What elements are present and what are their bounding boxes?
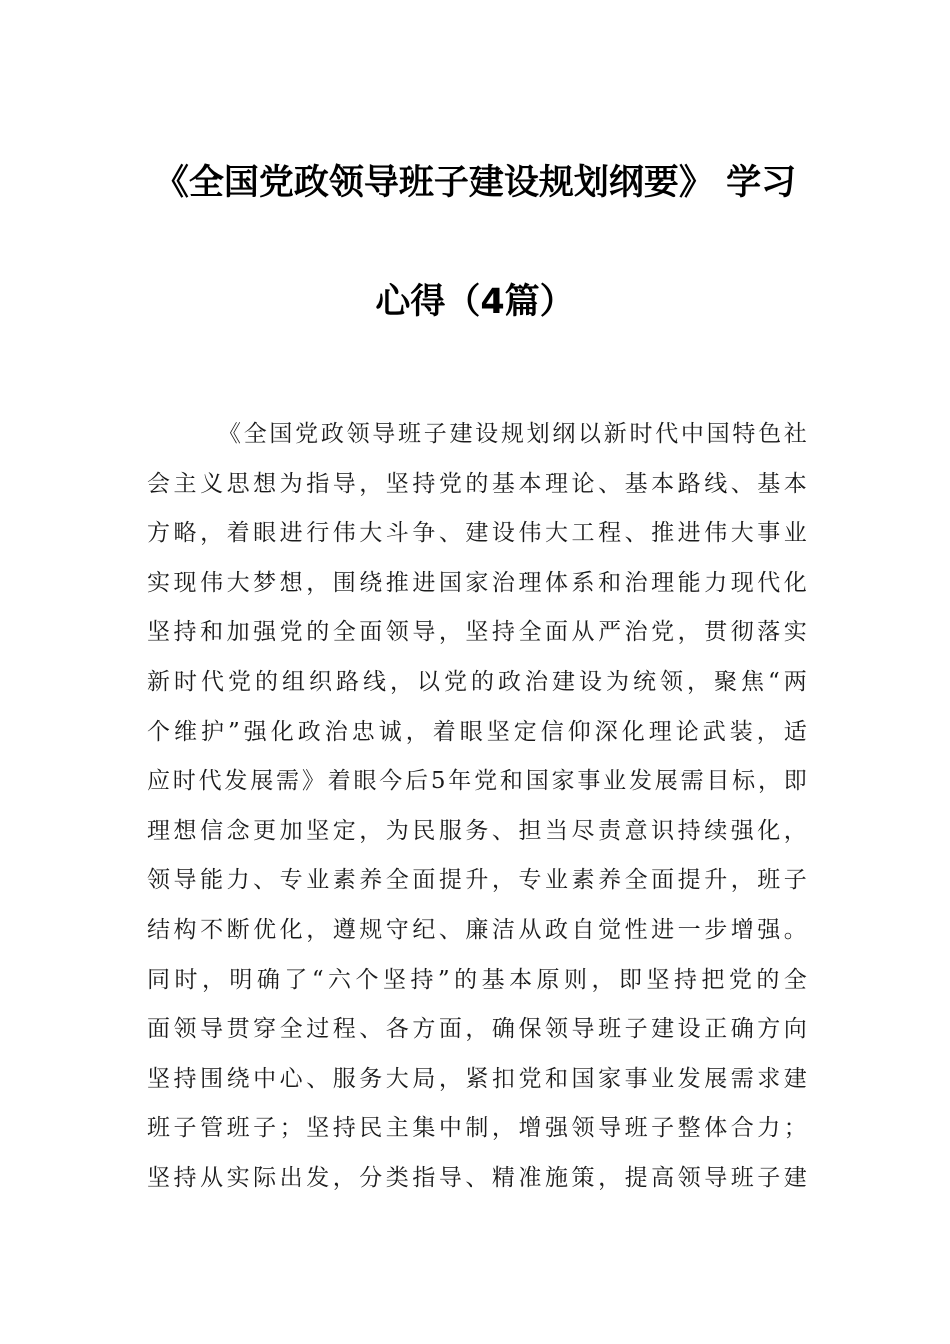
paragraph-line: 班子管班子；坚持民主集中制，增强领导班子整体合力； bbox=[147, 1115, 807, 1142]
paragraph-line: 个维护”强化政治忠诚，着眼坚定信仰深化理论武装，适 bbox=[147, 718, 807, 745]
paragraph-line: 会主义思想为指导，坚持党的基本理论、基本路线、基本 bbox=[147, 470, 807, 497]
paragraph-line: 《全国党政领导班子建设规划纲以新时代中国特色社 bbox=[218, 421, 807, 447]
paragraph-line: 面领导贯穿全过程、各方面，确保领导班子建设正确方向 bbox=[147, 1016, 807, 1043]
paragraph-line: 结构不断优化，遵规守纪、廉洁从政自觉性进一步增强。 bbox=[147, 916, 807, 943]
paragraph-line: 坚持和加强党的全面领导，坚持全面从严治党，贯彻落实 bbox=[147, 619, 807, 646]
paragraph-line: 方略，着眼进行伟大斗争、建设伟大工程、推进伟大事业 bbox=[147, 520, 807, 547]
paragraph-line: 新时代党的组织路线，以党的政治建设为统领，聚焦“两 bbox=[147, 668, 807, 695]
paragraph-line: 应时代发展需》着眼今后5年党和国家事业发展需目标，即 bbox=[147, 768, 807, 795]
body-paragraph bbox=[147, 410, 807, 1204]
paragraph-line: 理想信念更加坚定，为民服务、担当尽责意识持续强化， bbox=[147, 817, 807, 844]
document-title-line-1: 《全国党政领导班子建设规划纲要》 学习 bbox=[153, 163, 797, 203]
paragraph-line: 坚持围绕中心、服务大局，紧扣党和国家事业发展需求建 bbox=[147, 1065, 807, 1092]
paragraph-line: 领导能力、专业素养全面提升，专业素养全面提升，班子 bbox=[147, 867, 807, 894]
paragraph-line: 坚持从实际出发，分类指导、精准施策，提高领导班子建 bbox=[147, 1164, 807, 1191]
paragraph-line: 同时，明确了“六个坚持”的基本原则，即坚持把党的全 bbox=[147, 966, 807, 993]
paragraph-line: 实现伟大梦想，围绕推进国家治理体系和治理能力现代化 bbox=[147, 569, 807, 596]
document-title-line-2: 心得（4篇） bbox=[375, 282, 575, 322]
